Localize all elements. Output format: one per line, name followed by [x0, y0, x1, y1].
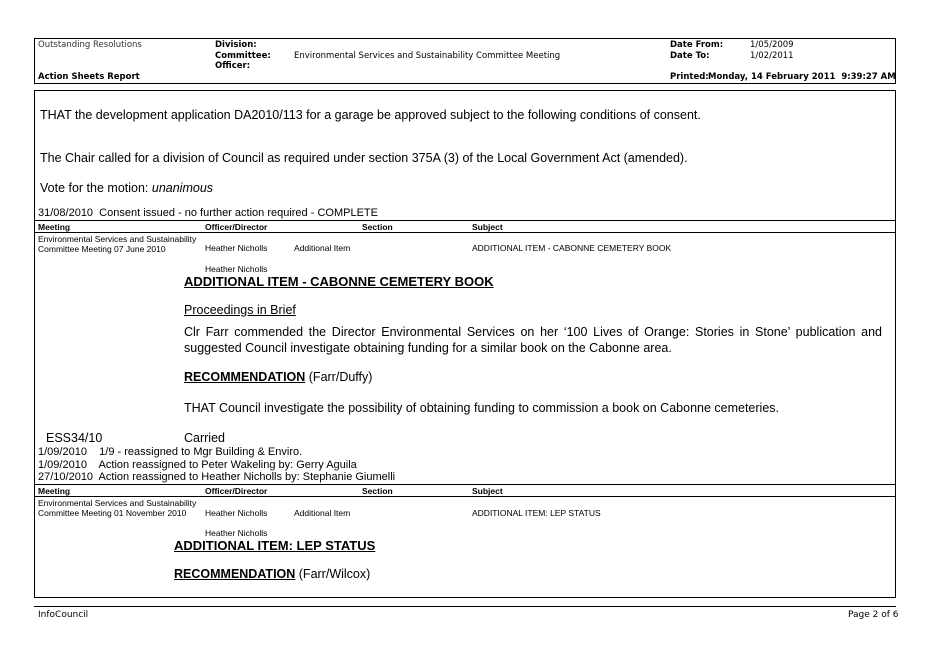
item2-subject: ADDITIONAL ITEM: LEP STATUS — [472, 508, 601, 518]
date-from-label: Date From: — [670, 40, 724, 50]
printed-label: Printed: — [670, 72, 709, 82]
col-section: Section — [362, 222, 393, 232]
item1-result: Carried — [184, 431, 225, 445]
col-section: Section — [362, 486, 393, 496]
item1-rec-label: RECOMMENDATION — [184, 370, 306, 384]
col-subject: Subject — [472, 222, 503, 232]
item2-section: Additional Item — [294, 508, 351, 518]
item2-heading: ADDITIONAL ITEM: LEP STATUS — [174, 538, 376, 553]
item1-meeting: Environmental Services and Sustainability Committee Meeting 07 June 2010 — [38, 234, 197, 254]
status-line: 31/08/2010 Consent issued - no further action required - COMPLETE — [38, 207, 378, 219]
col-meeting: Meeting — [38, 486, 71, 496]
item1-proceedings: Proceedings in Brief — [184, 303, 296, 317]
item1-recommendation — [184, 370, 372, 384]
report-title: Outstanding Resolutions — [38, 40, 142, 50]
resolution-text: THAT the development application DA2010/113 for a garage be approved subject to the following conditions of consent. — [40, 108, 701, 122]
item1-ref: ESS34/10 — [46, 431, 103, 445]
item2-meeting: Environmental Services and Sustainability Committee Meeting 01 November 2010 — [38, 498, 197, 518]
vote-line — [40, 181, 213, 195]
divider — [34, 496, 896, 497]
item1-subject: ADDITIONAL ITEM - CABONNE CEMETERY BOOK — [472, 243, 672, 253]
date-from-value: 1/05/2009 — [750, 40, 794, 50]
vote-value: unanimous — [151, 181, 214, 195]
printed-value: Monday, 14 February 2011 9:39:27 AM — [708, 72, 896, 82]
col-subject: Subject — [472, 486, 503, 496]
date-to-value: 1/02/2011 — [750, 51, 794, 61]
item1-officer: Heather Nicholls — [205, 243, 268, 253]
col-officer: Officer/Director — [205, 486, 268, 496]
division-label: Division: — [215, 40, 257, 50]
officer-label: Officer: — [215, 61, 251, 71]
item2-rec-movers: (Farr/Wilcox) — [295, 567, 371, 581]
report-subtitle: Action Sheets Report — [38, 72, 140, 82]
item1-officer-2: Heather Nicholls — [205, 264, 268, 274]
vote-prefix: Vote for the motion: — [40, 181, 152, 195]
item1-section: Additional Item — [294, 243, 351, 253]
col-meeting: Meeting — [38, 222, 71, 232]
date-to-label: Date To: — [670, 51, 710, 61]
page-number: Page 2 of 6 — [848, 610, 899, 620]
action-line: 1/09/2010 Action reassigned to Peter Wakeling by: Gerry Aguila — [38, 459, 357, 471]
action-line: 27/10/2010 Action reassigned to Heather Nicholls by: Stephanie Giumelli — [38, 471, 396, 483]
divider — [34, 220, 896, 221]
item1-body: Clr Farr commended the Director Environmental Services on her ‘100 Lives of Orange: Stories in Stone’ publication and suggested Council investigate obtaining funding for a similar book on the Cabonne area. — [184, 325, 882, 355]
item2-recommendation — [174, 567, 370, 581]
footer-divider — [34, 606, 896, 607]
divider — [34, 484, 896, 485]
divider — [34, 232, 896, 233]
committee-label: Committee: — [215, 51, 271, 61]
footer-left: InfoCouncil — [38, 610, 89, 620]
col-officer: Officer/Director — [205, 222, 268, 232]
committee-value: Environmental Services and Sustainability Committee Meeting — [294, 51, 561, 61]
item2-officer-2: Heather Nicholls — [205, 528, 268, 538]
division-text: The Chair called for a division of Council as required under section 375A (3) of the Local Government Act (amended). — [40, 151, 688, 165]
item2-rec-label: RECOMMENDATION — [174, 567, 296, 581]
item1-rec-text: THAT Council investigate the possibility of obtaining funding to commission a book on Cabonne cemeteries. — [184, 401, 780, 415]
item1-rec-movers: (Farr/Duffy) — [305, 370, 373, 384]
action-line: 1/09/2010 1/9 - reassigned to Mgr Building & Enviro. — [38, 446, 303, 458]
item1-heading: ADDITIONAL ITEM - CABONNE CEMETERY BOOK — [184, 274, 494, 289]
item2-officer: Heather Nicholls — [205, 508, 268, 518]
